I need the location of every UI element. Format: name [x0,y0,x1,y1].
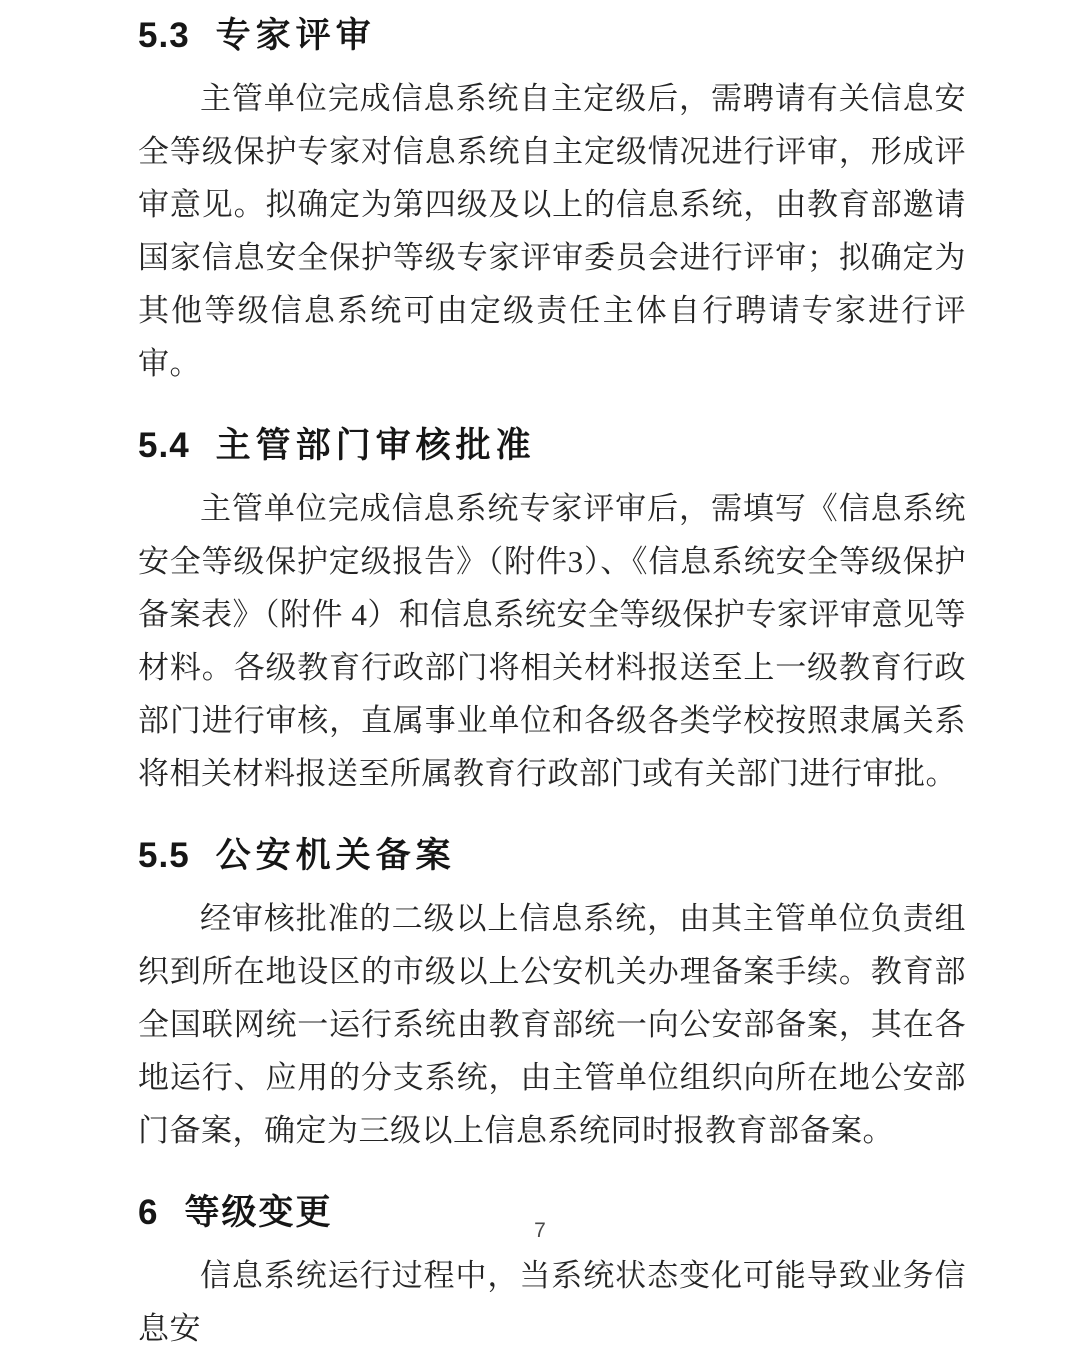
section-heading [138,424,966,468]
heading-title: 等级变更 [184,1193,333,1232]
section-heading [138,834,966,878]
section-5-3 [138,14,966,390]
document-content [138,14,966,1355]
heading-number: 5.3 [138,16,190,55]
heading-title: 专家评审 [215,16,376,55]
paragraph: 经审核批准的二级以上信息系统，由其主管单位负责组织到所在地设区的市级以上公安机关办理备案手续。教育部全国联网统一运行系统由教育部统一向公安部备案，其在各地运行、应用的分支系统，由主管单位组织向所在地公安部门备案，确定为三级以上信息系统同时报教育部备案。 [138,901,966,1148]
section-5-5 [138,834,966,1157]
heading-number: 5.4 [138,426,190,465]
heading-number: 6 [138,1193,159,1232]
paragraph: 主管单位完成信息系统自主定级后，需聘请有关信息安全等级保护专家对信息系统自主定级情况进行评审，形成评审意见。拟确定为第四级及以上的信息系统，由教育部邀请国家信息安全保护等级专家评审委员会进行评审；拟确定为其他等级信息系统可由定级责任主体自行聘请专家进行评审。 [138,81,966,381]
heading-title: 公安机关备案 [215,836,456,875]
heading-title: 主管部门审核批准 [215,426,536,465]
section-heading [138,14,966,58]
page-number: 7 [534,1219,546,1242]
heading-number: 5.5 [138,836,190,875]
page-footer [0,1219,1080,1243]
section-5-4 [138,424,966,800]
section-6 [138,1191,966,1355]
paragraph: 信息系统运行过程中，当系统状态变化可能导致业务信息安 [138,1258,966,1346]
paragraph: 主管单位完成信息系统专家评审后，需填写《信息系统安全等级保护定级报告》（附件3）、《信息系统安全等级保护备案表》（附件 4）和信息系统安全等级保护专家评审意见等材料。各级教育行政部门将相关材料报送至上一级教育行政部门进行审核，直属事业单位和各级各类学校按照隶属关系将相关材料报送至所属教育行政部门或有关部门进行审批。 [138,491,966,791]
